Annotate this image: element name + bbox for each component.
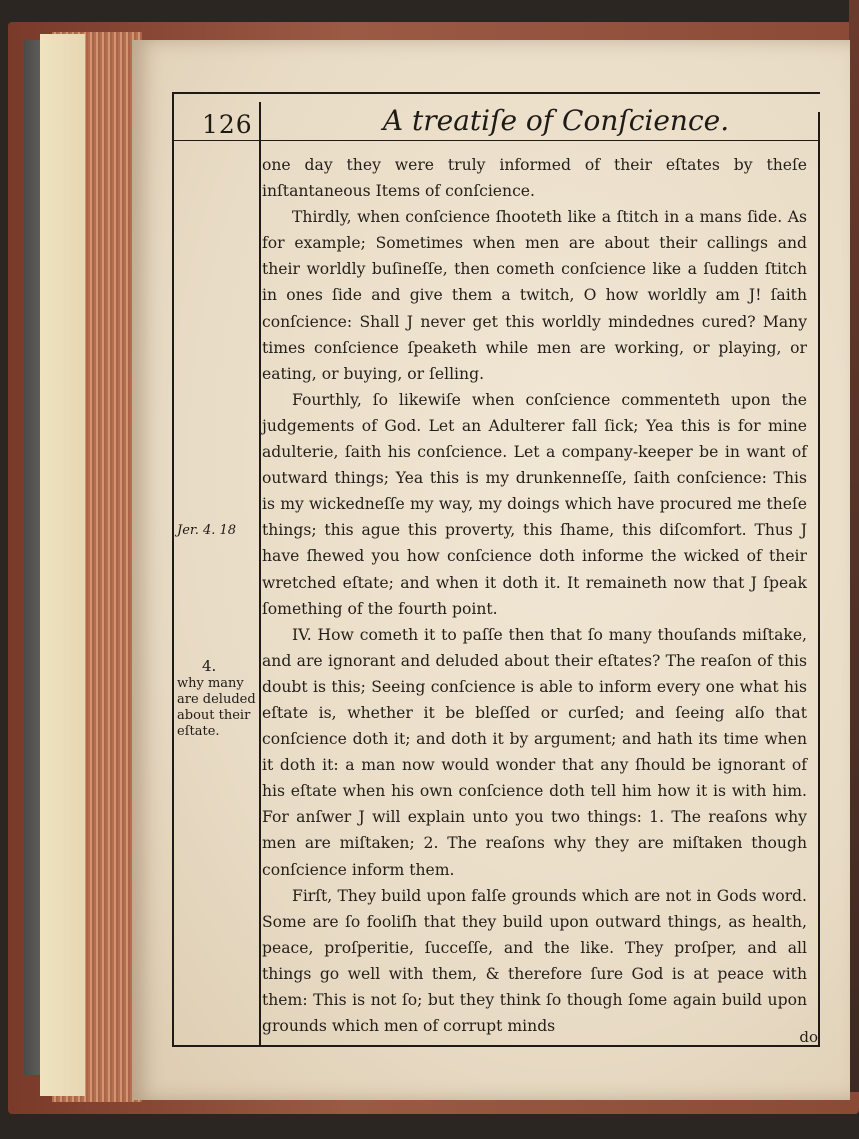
bottom-rule <box>172 1045 820 1047</box>
margin-note-text: why many are deluded about their eſtate. <box>177 676 256 739</box>
right-rule <box>818 112 820 1047</box>
paragraph: Thirdly, when conſcience ſhooteth like a ſtitch in a mans ſide. As for example; Sometimes when men are about their callings and their worldly buſineſſe, then cometh conſcience like a ſudden ſtitch in ones ſide and give them a twitch, O how worldly am J! ſaith conſcience: Shall J never get this worldly mindednes cured? Many times conſcience ſpeaketh while men are working, or playing, or eating, or buying, or ſelling. <box>262 208 807 383</box>
page-stack-paper <box>40 34 85 1096</box>
book-page <box>132 40 850 1100</box>
paragraph: Fourthly, ſo likewiſe when conſcience commenteth upon the judgements of God. Let an Adulterer fall ſick; Yea this is for mine adulterie, ſaith his conſcience. Let a company-keeper be in want of outward things; Yea this is my drunkenneſſe, ſaith conſcience: This is my wickedneſſe my way, my doings which have procured me theſe things; this ague this proverty, this ſhame, this diſcomfort. Thus J have ſhewed you how conſcience doth informe the wicked of their wretched eſtate; and when it doth it. It remaineth now that J ſpeak ſomething of the fourth point. <box>262 390 807 618</box>
paragraph: Firſt, They build upon falſe grounds which are not in Gods word. Some are ſo fooliſh that they build upon outward things, as health, peace, proſperitie, ſucceſſe, and the like. They proſper, and all things go well with them, & therefore ſure God is at peace with them: This is not ſo; but they think ſo though ſome again build upon grounds which men of corrupt minds <box>262 886 807 1036</box>
catchword: do <box>799 1028 818 1046</box>
body-text <box>262 152 807 1039</box>
right-cover-edge <box>849 0 859 1092</box>
left-rule <box>172 92 174 1047</box>
page-number: 126 <box>202 110 253 139</box>
text-frame <box>172 92 820 1047</box>
paragraph: one day they were truly informed of their eſtates by theſe inſtantaneous Items of conſcience. <box>262 156 807 201</box>
margin-note-number: 4. <box>202 657 217 675</box>
margin-note-reference: Jer. 4. 18 <box>177 523 237 538</box>
margin-rule <box>259 102 261 1047</box>
page-header <box>172 92 820 142</box>
paragraph: IV. How cometh it to paſſe then that ſo many thouſands miſtake, and are ignorant and deluded about their eſtates? The reaſon of this doubt is this; Seeing conſcience is able to inform every one what his eſtate is, whether it be bleſſed or curſed; and ſeeing alſo that conſcience doth it; and doth it by argument; and hath its time when it doth it: a man now would wonder that any ſhould be ignorant of his eſtate when his own conſcience doth tell him how it is with him. For anſwer J will explain unto you two things: 1. The reaſons why men are miſtaken; 2. The reaſons why they are miſtaken though conſcience inform them. <box>262 625 807 879</box>
running-title: A treatiſe of Conſcience. <box>382 104 730 137</box>
